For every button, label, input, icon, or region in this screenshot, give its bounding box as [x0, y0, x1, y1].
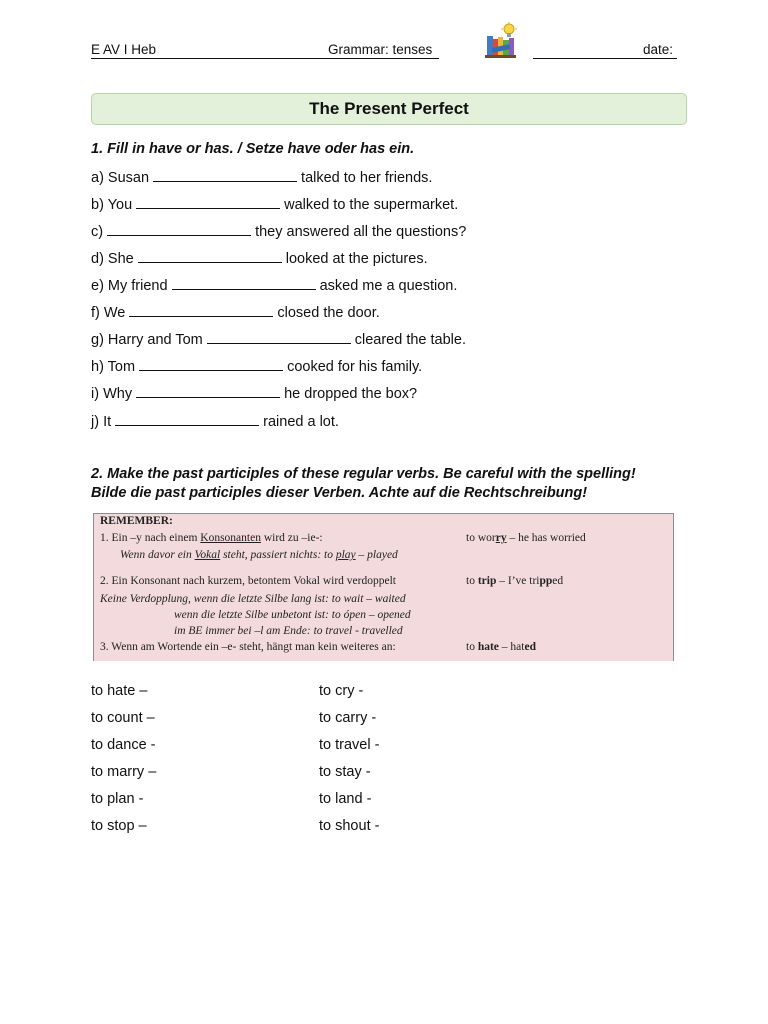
exercise-j-blank[interactable] [115, 411, 259, 426]
exercise-f-prefix: f) We [91, 305, 126, 321]
exercise-a [91, 167, 432, 185]
exercise-e-suffix: asked me a question. [319, 278, 458, 294]
exercise-g-suffix: cleared the table. [354, 332, 466, 348]
rule-1-example-c: – he has worried [506, 532, 586, 544]
rule-1-text-b: Konsonanten [200, 532, 261, 544]
exercise-h-suffix: cooked for his family. [287, 359, 423, 375]
rule-1-note-a: Wenn davor ein [120, 549, 195, 561]
exercise-i-blank[interactable] [136, 383, 280, 398]
exercise-g-prefix: g) Harry and Tom [91, 332, 203, 348]
rule-3-example-c: – hat [498, 641, 525, 653]
exercise-d [91, 248, 428, 266]
rule-2-note-3: im BE immer bei –l am Ende: to travel - travelled [174, 625, 403, 637]
remember-title: REMEMBER: [100, 515, 173, 527]
exercise-i-suffix: he dropped the box? [284, 386, 418, 402]
rule-3: 3. Wenn am Wortende ein –e- steht, hängt man kein weiteres an: [100, 641, 396, 653]
verb-left-6: to stop – [91, 818, 147, 834]
exercise-h-blank[interactable] [139, 356, 283, 371]
rule-1-note [120, 549, 398, 561]
verb-left-2: to count – [91, 710, 155, 726]
exercise-b-suffix: walked to the supermarket. [284, 197, 459, 213]
exercise-d-blank[interactable] [138, 248, 282, 263]
verb-right-2: to carry - [319, 710, 377, 726]
exercise-e-blank[interactable] [172, 275, 316, 290]
exercise-h-prefix: h) Tom [91, 359, 136, 375]
exercise-d-suffix: looked at the pictures. [285, 251, 428, 267]
rule-3-example-a: to [466, 641, 478, 653]
exercise-c-blank[interactable] [107, 221, 251, 236]
rule-1-example-a: to wor [466, 532, 496, 544]
exercise-c-suffix: they answered all the questions? [255, 224, 467, 240]
verb-left-4: to marry – [91, 764, 157, 780]
rule-1-note-b: Vokal [194, 549, 221, 561]
exercise-c-prefix: c) [91, 224, 104, 240]
exercise-f-suffix: closed the door. [277, 305, 380, 321]
rule-2-note-2: wenn die letzte Silbe unbetont ist: to ópen – opened [174, 609, 411, 621]
verb-left-5: to plan - [91, 791, 144, 807]
rule-1-example-b: ry [495, 532, 507, 544]
exercise-e [91, 275, 457, 293]
exercise-i-prefix: i) Why [91, 386, 133, 402]
verb-right-3: to travel - [319, 737, 380, 753]
exercise-h [91, 356, 422, 374]
exercise-g-blank[interactable] [207, 329, 351, 344]
header-topic: Grammar: tenses [328, 42, 433, 57]
books-lightbulb-icon [482, 22, 520, 60]
exercise-e-prefix: e) My friend [91, 278, 168, 294]
verb-left-1: to hate – [91, 683, 148, 699]
task2-heading-en: 2. Make the past participles of these regular verbs. Be careful with the spelling! [91, 466, 636, 482]
verb-right-5: to land - [319, 791, 372, 807]
exercise-b-blank[interactable] [136, 194, 280, 209]
exercise-b-prefix: b) You [91, 197, 133, 213]
exercise-i [91, 383, 417, 401]
rule-2-example-b: trip [477, 575, 497, 587]
exercise-a-blank[interactable] [153, 167, 297, 182]
rule-2-example-e: ed [552, 575, 564, 587]
rule-3-example [466, 641, 536, 653]
remember-box [93, 513, 674, 661]
exercise-j-prefix: j) It [91, 414, 112, 430]
exercise-j [91, 411, 339, 429]
exercise-f [91, 302, 380, 320]
rule-1-text-c: wird zu –ie-: [260, 532, 323, 544]
header-underline-right [533, 58, 677, 59]
rule-2-example-a: to [466, 575, 478, 587]
exercise-f-blank[interactable] [129, 302, 273, 317]
rule-2-example [466, 575, 563, 587]
exercise-d-prefix: d) She [91, 251, 134, 267]
rule-2-example-d: pp [539, 575, 553, 587]
rule-2: 2. Ein Konsonant nach kurzem, betontem Vokal wird verdoppelt [100, 575, 396, 587]
verb-right-1: to cry - [319, 683, 364, 699]
task2-heading-de: Bilde die past participles dieser Verben. Achte auf die Rechtschreibung! [91, 485, 588, 501]
rule-3-example-b: hate [477, 641, 499, 653]
verb-right-6: to shout - [319, 818, 380, 834]
exercise-a-suffix: talked to her friends. [301, 170, 433, 186]
header-class: E AV I Heb [91, 42, 157, 57]
rule-2-note-1: Keine Verdopplung, wenn die letzte Silbe lang ist: to wait – waited [100, 593, 406, 605]
exercise-g [91, 329, 466, 347]
task1-heading: 1. Fill in have or has. / Setze have oder has ein. [91, 141, 415, 157]
exercise-a-prefix: a) Susan [91, 170, 150, 186]
rule-1-note-c: steht, passiert nichts: to [220, 549, 336, 561]
rule-3-example-d: ed [524, 641, 536, 653]
page-title: The Present Perfect [91, 93, 687, 125]
header-date-label: date: [643, 42, 674, 57]
header-underline-left [91, 58, 439, 59]
verb-left-3: to dance - [91, 737, 156, 753]
rule-1-example [466, 532, 586, 544]
rule-1-note-d: play [335, 549, 356, 561]
rule-1-note-e: – played [355, 549, 398, 561]
rule-1-text-a: 1. Ein –y nach einem [100, 532, 201, 544]
rule-2-example-c: – I’ve tri [496, 575, 540, 587]
rule-1 [100, 532, 323, 544]
verb-right-4: to stay - [319, 764, 371, 780]
exercise-j-suffix: rained a lot. [263, 414, 339, 430]
exercise-c [91, 221, 466, 239]
exercise-b [91, 194, 458, 212]
